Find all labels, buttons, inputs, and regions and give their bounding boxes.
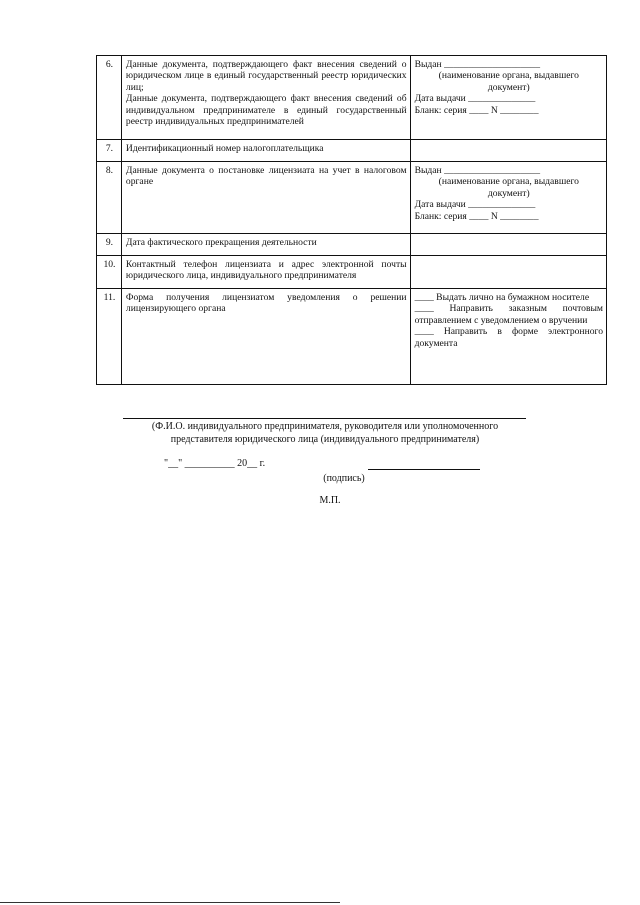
issue-date-field: Дата выдачи ______________	[414, 93, 536, 105]
signature-label: (подпись)	[323, 473, 365, 484]
issued-by-field: Выдан ____________________	[414, 59, 541, 70]
blank-series-field: Бланк: серия ____ N ________	[414, 104, 539, 116]
name-caption	[120, 420, 530, 446]
row-description	[121, 234, 410, 256]
row-value	[410, 140, 606, 162]
row-number: 8.	[97, 162, 122, 234]
table-row	[97, 289, 607, 385]
description-paragraph: Дата фактического прекращения деятельности	[125, 237, 317, 248]
issuer-note: документ)	[487, 187, 530, 199]
table-row	[97, 256, 607, 289]
issuer-note: (наименование органа, выдавшего	[438, 70, 579, 82]
row-description	[121, 56, 410, 140]
row-number: 10.	[97, 256, 122, 289]
blank-series-field: Бланк: серия ____ N ________	[414, 210, 539, 222]
table-row	[97, 162, 607, 234]
name-caption-line: представителя юридического лица (индивидуального предпринимателя)	[170, 434, 480, 445]
row-number: 11.	[97, 289, 122, 385]
issuer-note: документ)	[487, 81, 530, 93]
row-description	[121, 162, 410, 234]
delivery-option-paper: ____ Выдать лично на бумажном носителе	[414, 292, 590, 303]
row-description	[121, 256, 410, 289]
row-number: 7.	[97, 140, 122, 162]
table-row	[97, 234, 607, 256]
name-signature-line	[123, 418, 526, 419]
row-value	[410, 56, 606, 140]
issued-by-field: Выдан ____________________	[414, 165, 541, 176]
page-bottom-rule	[0, 902, 340, 903]
row-description	[121, 289, 410, 385]
row-description	[121, 140, 410, 162]
description-paragraph: Данные документа, подтверждающего факт внесения сведений о юридическом лице в единый государственный реестр юридических лиц;	[125, 59, 407, 93]
row-number: 9.	[97, 234, 122, 256]
delivery-option-mail: ____ Направить заказным почтовым отправлением с уведомлением о вручении	[414, 303, 603, 326]
stamp-label: М.П.	[319, 495, 341, 506]
table-row	[97, 140, 607, 162]
description-paragraph: Данные документа, подтверждающего факт внесения сведений об индивидуальном предпринимателе в единый государственный реестр индивидуальных предпринимателей	[125, 93, 407, 128]
delivery-option-electronic: ____ Направить в форме электронного документа	[414, 326, 603, 349]
description-paragraph: Форма получения лицензиатом уведомления о решении лицензирующего органа	[125, 292, 407, 315]
issue-date-field: Дата выдачи ______________	[414, 199, 536, 211]
description-paragraph: Данные документа о постановке лицензиата на учет в налоговом органе	[125, 165, 407, 188]
row-number: 6.	[97, 56, 122, 140]
row-value	[410, 234, 606, 256]
issuer-note: (наименование органа, выдавшего	[438, 176, 579, 188]
date-field: "__" __________ 20__ г.	[164, 458, 266, 469]
name-caption-line: (Ф.И.О. индивидуального предпринимателя, руководителя или уполномоченного	[151, 421, 499, 432]
row-value	[410, 162, 606, 234]
description-paragraph: Контактный телефон лицензиата и адрес электронной почты юридического лица, индивидуального предпринимателя	[125, 259, 407, 282]
signature-line	[368, 469, 480, 470]
row-value	[410, 289, 606, 385]
table-row	[97, 56, 607, 140]
description-paragraph: Идентификационный номер налогоплательщика	[125, 143, 324, 154]
notice-form-table	[96, 55, 607, 385]
row-value	[410, 256, 606, 289]
